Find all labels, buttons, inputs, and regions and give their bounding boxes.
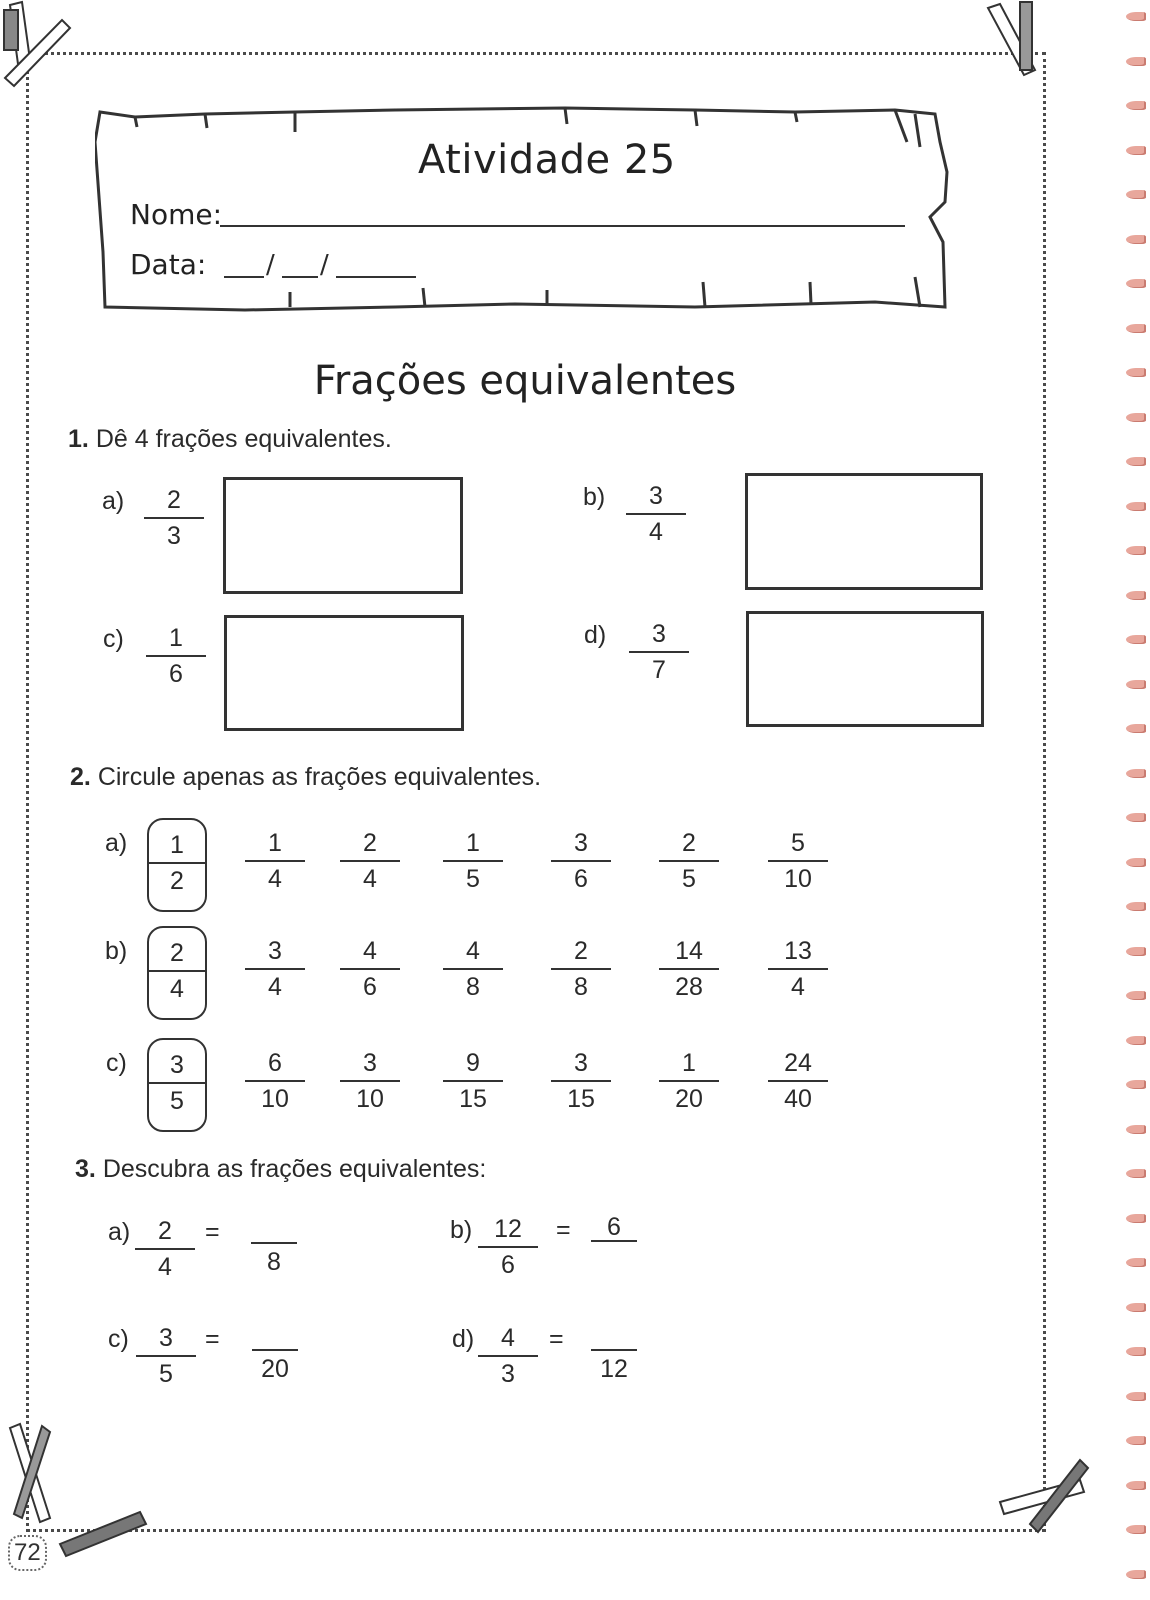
q3-item-label: c) bbox=[108, 1325, 129, 1353]
question-text: Dê 4 frações equivalentes. bbox=[95, 425, 392, 453]
q2-option-fraction[interactable] bbox=[768, 1048, 828, 1114]
numerator: 2 bbox=[551, 936, 611, 970]
q2-option-fraction[interactable] bbox=[768, 828, 828, 894]
q3-given-fraction bbox=[136, 1323, 196, 1389]
pencils-bottom-right-icon bbox=[990, 1440, 1100, 1540]
q3-given-denominator: 8 bbox=[267, 1248, 281, 1276]
q1-answer-box-c[interactable] bbox=[224, 615, 464, 731]
question-number: 2. bbox=[70, 763, 91, 791]
numerator: 5 bbox=[768, 828, 828, 862]
q1-fraction-d: $\frac{3}{7}$ bbox=[629, 619, 689, 685]
denominator: 4 bbox=[363, 865, 377, 893]
numerator: 6 bbox=[245, 1048, 305, 1082]
numerator: 1 bbox=[659, 1048, 719, 1082]
numerator: 4 bbox=[443, 936, 503, 970]
q1-answer-box-a[interactable] bbox=[223, 477, 463, 594]
denominator: 10 bbox=[784, 865, 812, 893]
numerator: 3 bbox=[551, 828, 611, 862]
date-year-field[interactable] bbox=[336, 276, 416, 278]
denominator: 28 bbox=[675, 973, 703, 1001]
q1-answer-box-b[interactable] bbox=[745, 473, 983, 590]
denominator: 40 bbox=[784, 1085, 812, 1113]
spiral-hole bbox=[1126, 991, 1146, 1000]
denominator: 2 bbox=[170, 867, 184, 895]
activity-title: Atividade 25 bbox=[418, 137, 676, 183]
question-3 bbox=[75, 1155, 486, 1184]
numerator: 2 bbox=[135, 1216, 195, 1250]
spiral-hole bbox=[1126, 1169, 1146, 1178]
numerator: 2 bbox=[340, 828, 400, 862]
denominator: 8 bbox=[466, 973, 480, 1001]
date-month-field[interactable] bbox=[282, 276, 318, 278]
q2-option-fraction[interactable] bbox=[245, 828, 305, 894]
q1-fraction-c: $\frac{1}{6}$ bbox=[146, 623, 206, 689]
date-slash: / bbox=[266, 250, 275, 280]
numerator: 2 bbox=[659, 828, 719, 862]
spiral-hole bbox=[1126, 680, 1146, 689]
spiral-hole bbox=[1126, 1436, 1146, 1445]
q3-given-fraction bbox=[135, 1216, 195, 1282]
denominator: 10 bbox=[261, 1085, 289, 1113]
denominator: 5 bbox=[159, 1360, 173, 1388]
date-label: Data: bbox=[130, 248, 207, 281]
spiral-hole bbox=[1126, 947, 1146, 956]
numerator: 3 bbox=[551, 1048, 611, 1082]
equals-sign: = bbox=[556, 1216, 571, 1244]
q3-answer-numerator-blank[interactable] bbox=[252, 1323, 298, 1351]
denominator: 6 bbox=[501, 1251, 515, 1279]
q2-option-fraction[interactable] bbox=[551, 936, 611, 1002]
spiral-hole bbox=[1126, 457, 1146, 466]
q3-given-fraction bbox=[478, 1214, 538, 1280]
spiral-hole bbox=[1126, 1570, 1146, 1579]
spiral-hole bbox=[1126, 1303, 1146, 1312]
spiral-hole bbox=[1126, 413, 1146, 422]
q3-answer-numerator-blank[interactable] bbox=[591, 1323, 637, 1351]
spiral-hole bbox=[1126, 324, 1146, 333]
numerator: 24 bbox=[768, 1048, 828, 1082]
equals-sign: = bbox=[549, 1325, 564, 1353]
numerator: 4 bbox=[478, 1323, 538, 1357]
spiral-hole bbox=[1126, 1258, 1146, 1267]
name-label: Nome: bbox=[130, 198, 223, 231]
q2-option-fraction[interactable] bbox=[659, 936, 719, 1002]
q1-label-a: a) bbox=[102, 487, 125, 515]
spiral-hole bbox=[1126, 1080, 1146, 1089]
q1-answer-box-d[interactable] bbox=[746, 611, 984, 727]
q2-option-fraction[interactable] bbox=[340, 1048, 400, 1114]
spiral-hole bbox=[1126, 57, 1146, 66]
spiral-hole bbox=[1126, 1347, 1146, 1356]
denominator: 5 bbox=[170, 1087, 184, 1115]
q3-given-denominator: 12 bbox=[600, 1355, 628, 1383]
q1-fraction-a: $\frac{2}{3}$ bbox=[144, 485, 204, 551]
numerator: 2 bbox=[147, 938, 207, 972]
spiral-hole bbox=[1126, 769, 1146, 778]
numerator: 1 bbox=[245, 828, 305, 862]
q2-row-label: c) bbox=[106, 1049, 127, 1077]
denominator: 5 bbox=[466, 865, 480, 893]
denominator: 10 bbox=[356, 1085, 384, 1113]
spiral-hole bbox=[1126, 724, 1146, 733]
denominator: 4 bbox=[170, 975, 184, 1003]
q1-label-b: b) bbox=[583, 483, 606, 511]
numerator: 3 bbox=[340, 1048, 400, 1082]
spiral-hole bbox=[1126, 235, 1146, 244]
spiral-hole bbox=[1126, 1525, 1146, 1534]
q2-reference-fraction bbox=[147, 938, 207, 1004]
page-number: 72 bbox=[8, 1535, 47, 1571]
numerator: 3 bbox=[245, 936, 305, 970]
q2-option-fraction[interactable] bbox=[340, 936, 400, 1002]
spiral-hole bbox=[1126, 368, 1146, 377]
equals-sign: = bbox=[205, 1218, 220, 1246]
numerator: 3 bbox=[147, 1050, 207, 1084]
denominator: 3 bbox=[501, 1360, 515, 1388]
denominator: 15 bbox=[459, 1085, 487, 1113]
spiral-hole bbox=[1126, 101, 1146, 110]
spiral-hole bbox=[1126, 279, 1146, 288]
numerator: 3 bbox=[136, 1323, 196, 1357]
denominator: 8 bbox=[574, 973, 588, 1001]
q2-option-fraction[interactable] bbox=[659, 828, 719, 894]
q3-given-fraction bbox=[478, 1323, 538, 1389]
q2-option-fraction[interactable] bbox=[659, 1048, 719, 1114]
question-number: 1. bbox=[68, 425, 89, 453]
spiral-hole bbox=[1126, 635, 1146, 644]
q2-option-fraction[interactable] bbox=[340, 828, 400, 894]
numerator: 12 bbox=[478, 1214, 538, 1248]
equals-sign: = bbox=[205, 1325, 220, 1353]
q3-answer-denominator-blank[interactable] bbox=[591, 1246, 637, 1274]
spiral-hole bbox=[1126, 858, 1146, 867]
q3-item-label: a) bbox=[108, 1218, 131, 1246]
q2-option-fraction[interactable] bbox=[551, 828, 611, 894]
q1-label-c: c) bbox=[103, 625, 124, 653]
spiral-hole bbox=[1126, 1125, 1146, 1134]
q3-given-denominator: 20 bbox=[261, 1355, 289, 1383]
numerator: 9 bbox=[443, 1048, 503, 1082]
spiral-hole bbox=[1126, 1481, 1146, 1490]
q2-option-fraction[interactable] bbox=[443, 828, 503, 894]
denominator: 4 bbox=[158, 1253, 172, 1281]
spiral-hole bbox=[1126, 546, 1146, 555]
q2-option-fraction[interactable] bbox=[443, 936, 503, 1002]
q3-given-numerator: 6 bbox=[591, 1214, 637, 1242]
denominator: 4 bbox=[268, 973, 282, 1001]
pencils-top-right-icon bbox=[980, 0, 1050, 80]
date-day-field[interactable] bbox=[224, 276, 264, 278]
spiral-hole bbox=[1126, 1214, 1146, 1223]
numerator: 1 bbox=[147, 830, 207, 864]
question-text: Descubra as frações equivalentes: bbox=[102, 1155, 487, 1183]
denominator: 4 bbox=[268, 865, 282, 893]
spiral-hole bbox=[1126, 813, 1146, 822]
denominator: 20 bbox=[675, 1085, 703, 1113]
q1-label-d: d) bbox=[584, 621, 607, 649]
header-banner bbox=[95, 102, 955, 317]
denominator: 5 bbox=[682, 865, 696, 893]
spiral-hole bbox=[1126, 591, 1146, 600]
page-title: Frações equivalentes bbox=[313, 358, 737, 404]
q2-option-fraction[interactable] bbox=[443, 1048, 503, 1114]
question-1 bbox=[68, 425, 392, 454]
spiral-hole bbox=[1126, 902, 1146, 911]
q3-answer-numerator-blank[interactable] bbox=[251, 1216, 297, 1244]
spiral-binding bbox=[1118, 0, 1150, 1600]
q2-row-label: a) bbox=[105, 829, 128, 857]
question-text: Circule apenas as frações equivalentes. bbox=[97, 763, 542, 791]
numerator: 1 bbox=[443, 828, 503, 862]
spiral-hole bbox=[1126, 1036, 1146, 1045]
numerator: 4 bbox=[340, 936, 400, 970]
q2-reference-fraction bbox=[147, 830, 207, 896]
q3-item-label: d) bbox=[452, 1325, 475, 1353]
q2-option-fraction[interactable] bbox=[245, 1048, 305, 1114]
pencils-top-left-icon bbox=[0, 0, 80, 95]
question-number: 3. bbox=[75, 1155, 96, 1183]
question-2 bbox=[70, 763, 541, 792]
denominator: 15 bbox=[567, 1085, 595, 1113]
q3-item-label: b) bbox=[450, 1216, 473, 1244]
q2-option-fraction[interactable] bbox=[245, 936, 305, 1002]
q1-fraction-b: $\frac{3}{4}$ bbox=[626, 481, 686, 547]
q2-row-label: b) bbox=[105, 937, 128, 965]
name-field[interactable] bbox=[220, 225, 905, 227]
date-slash: / bbox=[320, 250, 329, 280]
spiral-hole bbox=[1126, 1392, 1146, 1401]
denominator: 4 bbox=[791, 973, 805, 1001]
q2-option-fraction[interactable] bbox=[551, 1048, 611, 1114]
numerator: 14 bbox=[659, 936, 719, 970]
numerator: 13 bbox=[768, 936, 828, 970]
denominator: 6 bbox=[574, 865, 588, 893]
spiral-hole bbox=[1126, 146, 1146, 155]
spiral-hole bbox=[1126, 502, 1146, 511]
spiral-hole bbox=[1126, 12, 1146, 21]
q2-option-fraction[interactable] bbox=[768, 936, 828, 1002]
q2-reference-fraction bbox=[147, 1050, 207, 1116]
denominator: 6 bbox=[363, 973, 377, 1001]
spiral-hole bbox=[1126, 190, 1146, 199]
